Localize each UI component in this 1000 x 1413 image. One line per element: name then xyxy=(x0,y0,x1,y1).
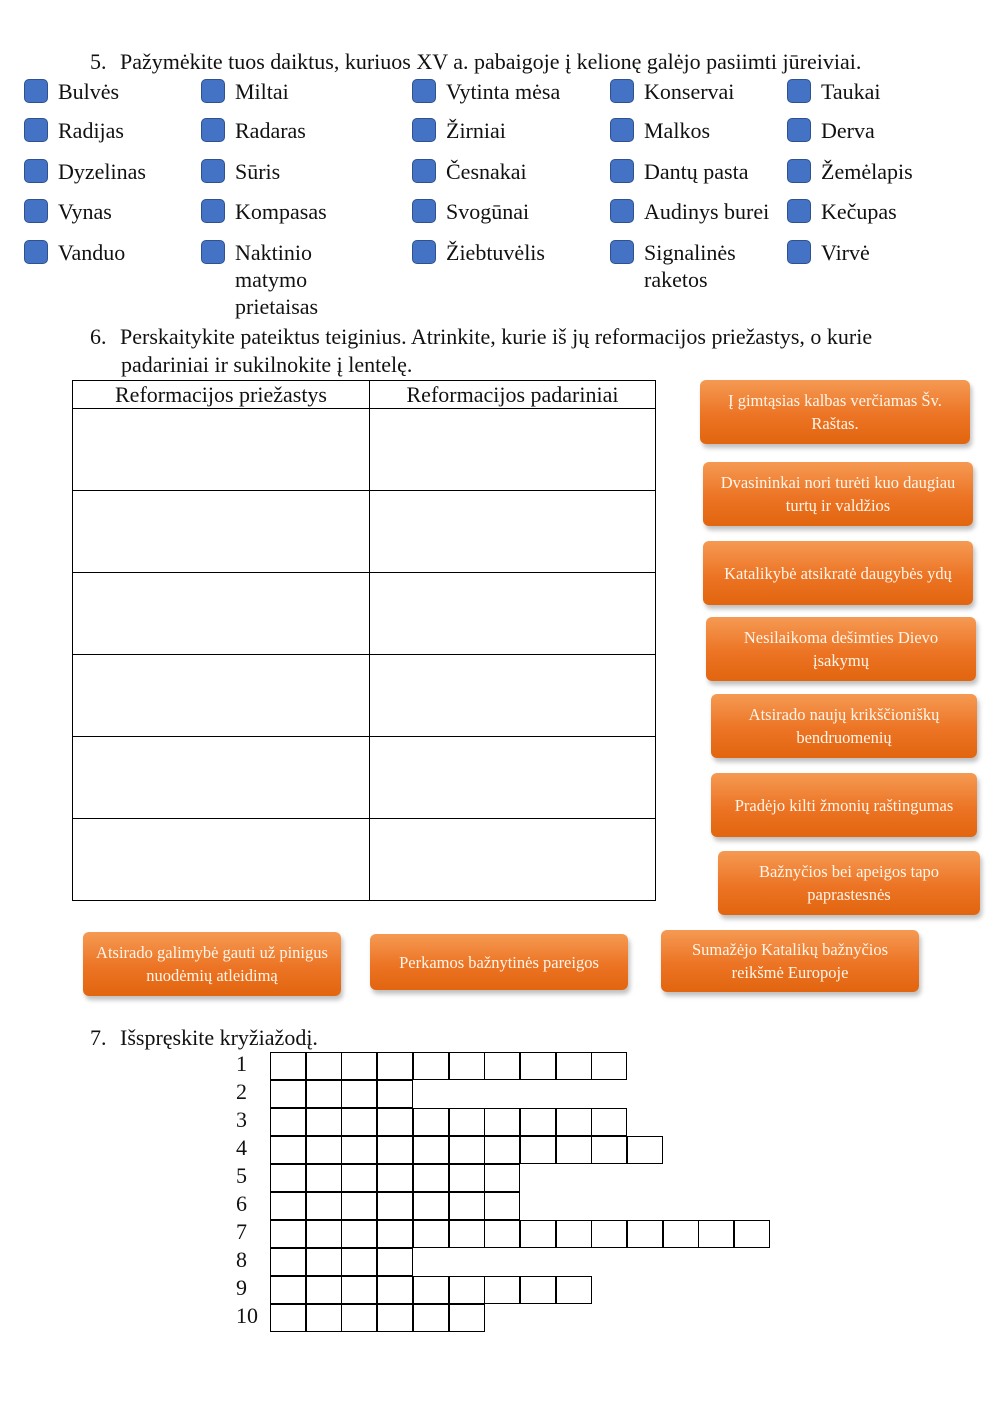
option-item[interactable] xyxy=(201,239,381,320)
crossword-cell[interactable] xyxy=(556,1052,592,1080)
crossword-row-number: 3 xyxy=(236,1107,247,1132)
crossword-cell[interactable] xyxy=(413,1192,449,1220)
crossword-cell[interactable] xyxy=(520,1220,556,1248)
consequence-drop-cell[interactable] xyxy=(370,819,656,901)
option-checkbox[interactable] xyxy=(412,240,436,264)
crossword-cell[interactable] xyxy=(341,1248,377,1276)
option-item[interactable] xyxy=(201,158,280,185)
crossword-cell[interactable] xyxy=(377,1080,413,1108)
crossword-cell[interactable] xyxy=(449,1136,485,1164)
crossword-cell[interactable] xyxy=(306,1164,342,1192)
option-item[interactable] xyxy=(412,158,527,185)
question-number: 5. xyxy=(90,49,107,74)
crossword-cell[interactable] xyxy=(377,1136,413,1164)
crossword-cell[interactable] xyxy=(591,1220,627,1248)
question-7-title xyxy=(90,1024,318,1052)
option-label: Malkos xyxy=(644,118,710,143)
table-row xyxy=(73,409,656,491)
crossword-cell[interactable] xyxy=(520,1276,556,1304)
crossword-cell[interactable] xyxy=(413,1304,449,1332)
crossword-cell[interactable] xyxy=(484,1136,520,1164)
option-label: Žemėlapis xyxy=(821,159,913,184)
statement-card[interactable]: Pradėjo kilti žmonių raštingumas xyxy=(711,773,977,837)
cause-drop-cell[interactable] xyxy=(73,491,370,573)
option-item[interactable] xyxy=(610,78,734,105)
option-item[interactable] xyxy=(412,198,529,225)
option-checkbox[interactable] xyxy=(24,199,48,223)
crossword-row-number: 1 xyxy=(236,1051,247,1076)
crossword-cell[interactable] xyxy=(413,1276,449,1304)
option-checkbox[interactable] xyxy=(412,118,436,142)
option-label: Svogūnai xyxy=(446,199,530,224)
crossword-cell[interactable] xyxy=(306,1192,342,1220)
crossword-cell[interactable] xyxy=(306,1052,342,1080)
option-label: Žiebtuvėlis xyxy=(446,240,545,265)
option-label: Radaras xyxy=(235,118,306,143)
header-causes: Reformacijos priežastys xyxy=(73,381,370,409)
crossword-cell[interactable] xyxy=(377,1304,413,1332)
option-item[interactable] xyxy=(787,198,897,225)
crossword-cell[interactable] xyxy=(270,1164,306,1192)
crossword-cell[interactable] xyxy=(341,1220,377,1248)
option-label: Sūris xyxy=(235,159,281,184)
option-item[interactable] xyxy=(412,117,506,144)
crossword-cell[interactable] xyxy=(520,1108,556,1136)
crossword-cell[interactable] xyxy=(270,1052,306,1080)
reformation-table xyxy=(72,380,656,901)
crossword-cell[interactable] xyxy=(377,1220,413,1248)
option-checkbox[interactable] xyxy=(610,159,634,183)
crossword-cell[interactable] xyxy=(341,1136,377,1164)
crossword-cell[interactable] xyxy=(734,1220,770,1248)
option-label: Bulvės xyxy=(58,79,120,104)
option-item[interactable] xyxy=(201,78,289,105)
crossword-row-number: 9 xyxy=(236,1275,247,1300)
crossword-cell[interactable] xyxy=(556,1276,592,1304)
crossword-cell[interactable] xyxy=(556,1136,592,1164)
option-label: Kečupas xyxy=(821,199,897,224)
option-checkbox[interactable] xyxy=(201,79,225,103)
option-checkbox[interactable] xyxy=(412,79,436,103)
option-label: Audinys burei xyxy=(644,199,770,224)
crossword-cell[interactable] xyxy=(306,1248,342,1276)
statement-card[interactable]: Į gimtąsias kalbas verčiamas Šv. Raštas. xyxy=(700,380,970,444)
option-item[interactable] xyxy=(787,239,870,266)
option-checkbox[interactable] xyxy=(24,79,48,103)
option-label: Žirniai xyxy=(446,118,506,143)
option-checkbox[interactable] xyxy=(787,240,811,264)
statement-card[interactable]: Perkamos bažnytinės pareigos xyxy=(370,934,628,990)
crossword-cell[interactable] xyxy=(449,1192,485,1220)
table-row xyxy=(73,737,656,819)
crossword-cell[interactable] xyxy=(341,1304,377,1332)
option-checkbox[interactable] xyxy=(412,199,436,223)
crossword-cell[interactable] xyxy=(306,1276,342,1304)
option-item[interactable] xyxy=(24,158,146,185)
option-checkbox[interactable] xyxy=(787,199,811,223)
crossword-cell[interactable] xyxy=(556,1108,592,1136)
option-checkbox[interactable] xyxy=(201,240,225,264)
option-label: Radijas xyxy=(58,118,124,143)
option-label: Signalinės raketos xyxy=(644,240,736,292)
table-row xyxy=(73,655,656,737)
crossword-cell[interactable] xyxy=(341,1052,377,1080)
crossword-cell[interactable] xyxy=(377,1192,413,1220)
option-item[interactable] xyxy=(412,78,560,105)
crossword-cell[interactable] xyxy=(484,1164,520,1192)
option-item[interactable] xyxy=(787,117,875,144)
crossword-cell[interactable] xyxy=(413,1052,449,1080)
option-label: Kompasas xyxy=(235,199,327,224)
option-checkbox[interactable] xyxy=(24,159,48,183)
cause-drop-cell[interactable] xyxy=(73,819,370,901)
crossword-cell[interactable] xyxy=(377,1052,413,1080)
statement-card[interactable]: Atsirado galimybė gauti už pinigus nuodėmių atleidimą xyxy=(83,932,341,996)
cause-drop-cell[interactable] xyxy=(73,655,370,737)
option-checkbox[interactable] xyxy=(787,118,811,142)
statement-card[interactable]: Nesilaikoma dešimties Dievo įsakymų xyxy=(706,617,976,681)
consequence-drop-cell[interactable] xyxy=(370,491,656,573)
crossword-cell[interactable] xyxy=(341,1108,377,1136)
statement-card[interactable]: Sumažėjo Katalikų bažnyčios reikšmė Europoje xyxy=(661,930,919,992)
option-checkbox[interactable] xyxy=(201,159,225,183)
option-checkbox[interactable] xyxy=(24,240,48,264)
crossword-cell[interactable] xyxy=(306,1220,342,1248)
crossword-cell[interactable] xyxy=(591,1052,627,1080)
crossword-row-number: 7 xyxy=(236,1219,247,1244)
option-checkbox[interactable] xyxy=(610,199,634,223)
option-item[interactable] xyxy=(787,158,913,185)
question-6-title xyxy=(90,323,872,351)
crossword-cell[interactable] xyxy=(306,1108,342,1136)
crossword-cell[interactable] xyxy=(449,1052,485,1080)
crossword-cell[interactable] xyxy=(413,1136,449,1164)
option-checkbox[interactable] xyxy=(787,79,811,103)
consequence-drop-cell[interactable] xyxy=(370,573,656,655)
table-row xyxy=(73,491,656,573)
option-item[interactable] xyxy=(24,198,112,225)
crossword-cell[interactable] xyxy=(306,1304,342,1332)
option-item[interactable] xyxy=(201,198,327,225)
option-label: Vynas xyxy=(58,199,112,224)
option-item[interactable] xyxy=(412,239,545,266)
crossword-cell[interactable] xyxy=(341,1164,377,1192)
crossword-cell[interactable] xyxy=(627,1220,663,1248)
crossword-cell[interactable] xyxy=(449,1220,485,1248)
question-text: Perskaitykite pateiktus teiginius. Atrinkite, kurie iš jų reformacijos priežastys, o kurie xyxy=(120,324,873,349)
crossword-cell[interactable] xyxy=(377,1108,413,1136)
crossword-cell[interactable] xyxy=(341,1080,377,1108)
option-label: Dantų pasta xyxy=(644,159,749,184)
crossword-cell[interactable] xyxy=(484,1220,520,1248)
crossword-cell[interactable] xyxy=(449,1164,485,1192)
crossword-cell[interactable] xyxy=(270,1192,306,1220)
option-checkbox[interactable] xyxy=(24,118,48,142)
option-label: Dyzelinas xyxy=(58,159,146,184)
crossword-cell[interactable] xyxy=(484,1276,520,1304)
cause-drop-cell[interactable] xyxy=(73,409,370,491)
consequence-drop-cell[interactable] xyxy=(370,737,656,819)
option-checkbox[interactable] xyxy=(787,159,811,183)
crossword-cell[interactable] xyxy=(591,1136,627,1164)
option-item[interactable] xyxy=(24,117,124,144)
option-checkbox[interactable] xyxy=(610,79,634,103)
option-item[interactable] xyxy=(201,117,306,144)
option-label: Derva xyxy=(821,118,875,143)
option-item[interactable] xyxy=(610,198,769,225)
crossword-cell[interactable] xyxy=(484,1108,520,1136)
consequence-drop-cell[interactable] xyxy=(370,409,656,491)
cause-drop-cell[interactable] xyxy=(73,737,370,819)
option-label: Taukai xyxy=(821,79,881,104)
crossword-cell[interactable] xyxy=(556,1220,592,1248)
crossword-cell[interactable] xyxy=(663,1220,699,1248)
question-text: Išspręskite kryžiažodį. xyxy=(120,1025,318,1050)
crossword-cell[interactable] xyxy=(270,1080,306,1108)
crossword-cell[interactable] xyxy=(341,1192,377,1220)
crossword-cell[interactable] xyxy=(270,1248,306,1276)
option-label: Vanduo xyxy=(58,240,126,265)
crossword-cell[interactable] xyxy=(270,1220,306,1248)
crossword-cell[interactable] xyxy=(591,1108,627,1136)
consequence-drop-cell[interactable] xyxy=(370,655,656,737)
question-5-title xyxy=(90,48,861,76)
option-label: Konservai xyxy=(644,79,735,104)
option-checkbox[interactable] xyxy=(201,118,225,142)
table-row xyxy=(73,573,656,655)
cause-drop-cell[interactable] xyxy=(73,573,370,655)
crossword-cell[interactable] xyxy=(627,1136,663,1164)
option-item[interactable] xyxy=(24,239,125,266)
option-label: Naktinio matymo prietaisas xyxy=(235,240,319,319)
crossword-cell[interactable] xyxy=(377,1276,413,1304)
crossword-cell[interactable] xyxy=(484,1052,520,1080)
question-number: 6. xyxy=(90,324,107,349)
crossword-row-number: 4 xyxy=(236,1135,247,1160)
crossword-cell[interactable] xyxy=(520,1052,556,1080)
crossword-row-number: 5 xyxy=(236,1163,247,1188)
option-label: Česnakai xyxy=(446,159,527,184)
option-item[interactable] xyxy=(610,158,748,185)
crossword-row-number: 2 xyxy=(236,1079,247,1104)
crossword-cell[interactable] xyxy=(270,1276,306,1304)
crossword-cell[interactable] xyxy=(413,1220,449,1248)
question-6-title-continued: padariniai ir sukilnokite į lentelę. xyxy=(121,352,413,377)
header-consequences: Reformacijos padariniai xyxy=(370,381,656,409)
table-header-row xyxy=(73,381,656,409)
option-item[interactable] xyxy=(610,117,710,144)
crossword-cell[interactable] xyxy=(270,1304,306,1332)
option-label: Vytinta mėsa xyxy=(446,79,561,104)
statement-card[interactable]: Katalikybė atsikratė daugybės ydų xyxy=(703,541,973,605)
crossword-cell[interactable] xyxy=(520,1136,556,1164)
crossword-cell[interactable] xyxy=(377,1248,413,1276)
option-label: Miltai xyxy=(235,79,289,104)
crossword-cell[interactable] xyxy=(449,1276,485,1304)
crossword-cell[interactable] xyxy=(413,1164,449,1192)
option-item[interactable] xyxy=(787,78,881,105)
crossword-cell[interactable] xyxy=(449,1108,485,1136)
statement-card[interactable]: Dvasininkai nori turėti kuo daugiau turtų ir valdžios xyxy=(703,462,973,526)
crossword-row-number: 10 xyxy=(236,1303,258,1328)
crossword-cell[interactable] xyxy=(698,1220,734,1248)
option-label: Virvė xyxy=(821,240,870,265)
crossword-cell[interactable] xyxy=(449,1304,485,1332)
crossword-cell[interactable] xyxy=(270,1136,306,1164)
crossword-row-number: 8 xyxy=(236,1247,247,1272)
option-checkbox[interactable] xyxy=(610,240,634,264)
crossword-cell[interactable] xyxy=(377,1164,413,1192)
statement-card[interactable]: Atsirado naujų krikščioniškų bendruomenių xyxy=(711,694,977,758)
question-number: 7. xyxy=(90,1025,107,1050)
option-checkbox[interactable] xyxy=(201,199,225,223)
crossword-cell[interactable] xyxy=(484,1192,520,1220)
crossword-cell[interactable] xyxy=(270,1108,306,1136)
crossword-cell[interactable] xyxy=(341,1276,377,1304)
option-item[interactable] xyxy=(610,239,750,293)
question-text: Pažymėkite tuos daiktus, kuriuos XV a. pabaigoje į kelionę galėjo pasiimti jūreiviai. xyxy=(120,49,862,74)
crossword-cell[interactable] xyxy=(306,1136,342,1164)
option-checkbox[interactable] xyxy=(412,159,436,183)
crossword-cell[interactable] xyxy=(413,1108,449,1136)
crossword-row-number: 6 xyxy=(236,1191,247,1216)
table-row xyxy=(73,819,656,901)
option-checkbox[interactable] xyxy=(610,118,634,142)
crossword-cell[interactable] xyxy=(306,1080,342,1108)
statement-card[interactable]: Bažnyčios bei apeigos tapo paprastesnės xyxy=(718,851,980,915)
option-item[interactable] xyxy=(24,78,119,105)
